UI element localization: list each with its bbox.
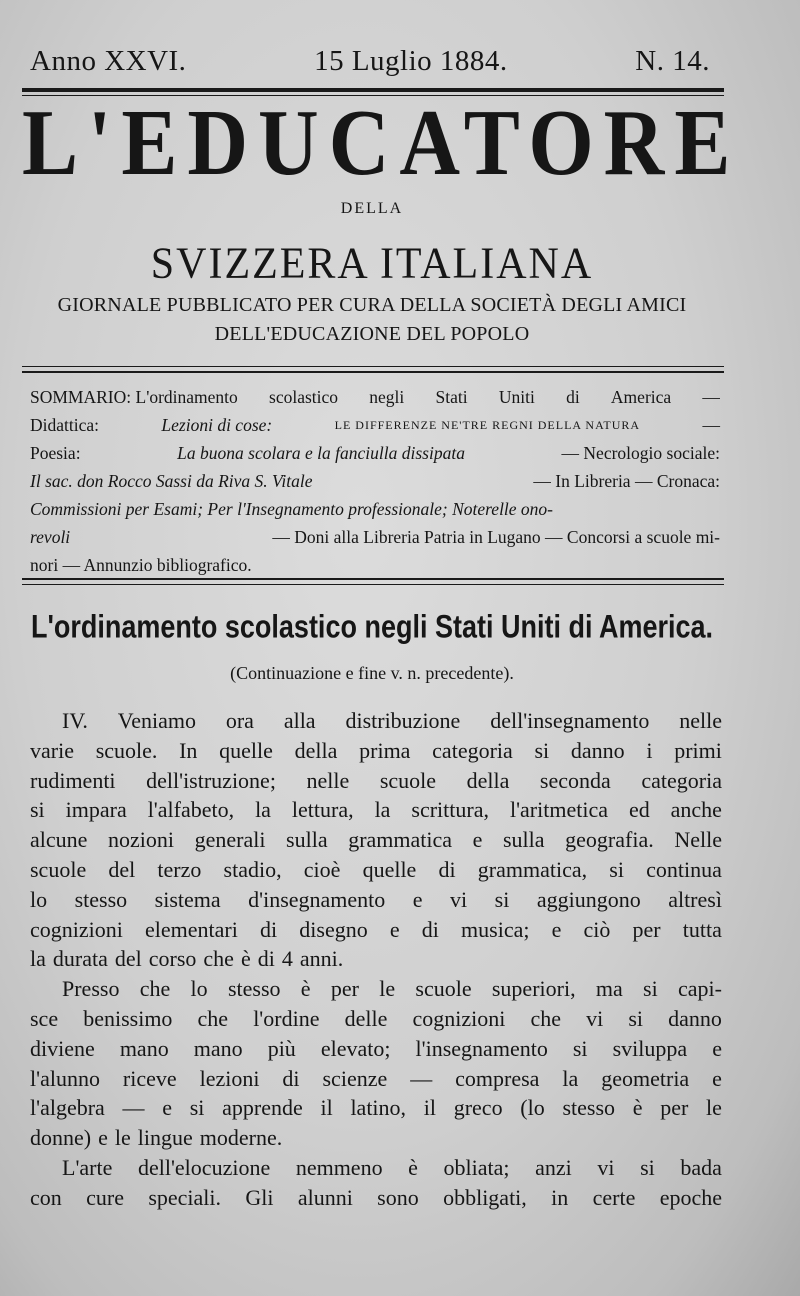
article-line: rudimenti dell'istruzione; nelle scuole della seconda categoria [30,767,722,793]
article-line: diviene mano mano più elevato; l'insegnamento si sviluppa e [30,1035,722,1061]
sommario-rule-top-2 [22,371,724,373]
sommario-rule-bottom-1 [22,578,724,580]
sommario-line: Didattica: Lezioni di cose: LE DIFFERENZE NE'TRE REGNI DELLA NATURA — [30,415,720,435]
article-line: l'algebra — e si apprende il latino, il greco (lo stesso è per le [30,1095,722,1121]
article-line: con cure speciali. Gli alunni sono obbligati, in certe epoche [30,1184,722,1210]
sommario-line: revoli — Doni alla Libreria Patria in Lugano — Concorsi a scuole mi- [30,527,720,547]
article-line: L'arte dell'elocuzione nemmeno è obliata; anzi vi si bada [62,1154,722,1180]
issue-year: Anno XXVI. [30,45,187,77]
article-line: Presso che lo stesso è per le scuole superiori, ma si capi- [62,976,722,1002]
issue-header [30,45,710,78]
article-line: si impara l'alfabeto, la lettura, la scrittura, l'aritmetica ed anche [30,797,722,823]
article-body [30,706,722,1213]
sommario [30,383,720,579]
article-line: l'alunno riceve lezioni di scienze — compresa la geometria e [30,1065,722,1091]
issue-number: N. 14. [635,45,710,77]
sommario-rule-bottom-2 [22,584,724,585]
masthead-della: DELLA [340,200,404,217]
article-line: donne) e le lingue moderne. [30,1125,283,1151]
masthead-tagline-1: GIORNALE PUBBLICATO PER CURA DELLA SOCIETÀ DEGLI AMICI [57,294,687,316]
article-line: cognizioni elementari di disegno e di musica; e ciò per tutta [30,916,722,942]
article-line: la durata del corso che è di 4 anni. [30,946,344,972]
article-line: IV. Veniamo ora alla distribuzione dell'insegnamento nelle [62,708,722,733]
sommario-line: Poesia: La buona scolara e la fanciulla dissipata — Necrologio sociale: [30,443,720,463]
issue-date: 15 Luglio 1884. [314,45,508,77]
article-title: L'ordinamento scolastico negli Stati Uniti di America. [30,608,714,645]
sommario-line: Commissioni per Esami; Per l'Insegnamento professionale; Noterelle ono- [30,499,554,519]
article-subtitle: (Continuazione e fine v. n. precedente). [230,663,514,683]
article-line: sce benissimo che l'ordine delle cognizioni che vi si danno [30,1005,722,1031]
article-line: scuole del terzo stadio, cioè quelle di grammatica, si continua [30,856,722,882]
masthead-title: L'EDUCATORE [22,91,741,196]
article-line: alcune nozioni generali sulla grammatica e sulla geografia. Nelle [30,827,722,853]
masthead-tagline-2: DELL'EDUCAZIONE DEL POPOLO [214,323,530,345]
masthead-subtitle: SVIZZERA ITALIANA [150,239,594,289]
article-line: lo stesso sistema d'insegnamento e vi si aggiungono altresì [30,886,722,912]
sommario-line: nori — Annunzio bibliografico. [30,555,252,575]
article-line: varie scuole. In quelle della prima categoria si danno i primi [30,737,722,763]
sommario-line: Il sac. don Rocco Sassi da Riva S. Vitale — In Libreria — Cronaca: [30,471,720,491]
sommario-line: SOMMARIO: L'ordinamento scolastico negli Stati Uniti di America — [30,387,720,407]
sommario-rule-top-1 [22,366,724,367]
